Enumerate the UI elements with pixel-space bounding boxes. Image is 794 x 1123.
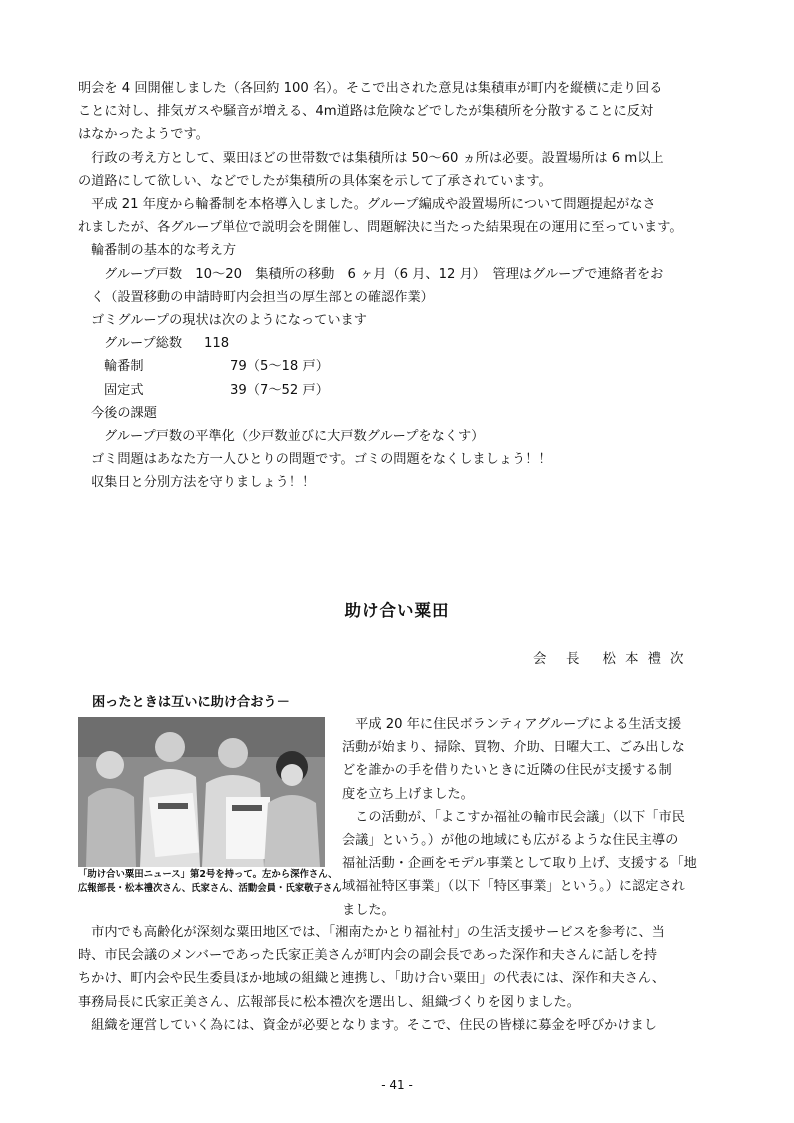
rotation-line: く（設置移動の申請時町内会担当の厚生部との確認作業）	[91, 289, 434, 305]
text-line: 会議」という。）が他の地域にも広がるような住民主導の	[342, 833, 679, 849]
status-label: 固定式	[104, 382, 144, 398]
text-line: 域福祉特区事業」（以下「特区事業」という。）に認定され	[342, 879, 685, 895]
text-line: 行政の考え方として、粟田ほどの世帯数では集積所は 50〜60 ヵ所は必要。設置場所は 6 m以上	[78, 150, 664, 166]
group-photo	[78, 717, 325, 867]
status-row	[78, 332, 718, 355]
text-line: 平成 20 年に住民ボランティアグループによる生活支援	[342, 717, 682, 732]
top-paragraph	[78, 77, 718, 495]
author-line	[533, 647, 693, 667]
closing-line: ゴミ問題はあなた方一人ひとりの問題です。ゴミの問題をなくしましょう！！	[91, 452, 552, 468]
closing-line: 収集日と分別方法を守りましょう！！	[91, 475, 316, 491]
text-line: の道路にして欲しい、などでしたが集積所の具体案を示して了承されています。	[78, 173, 552, 189]
right-column-text	[342, 713, 718, 922]
status-value: 79（5〜18 戸）	[230, 359, 329, 375]
future-title: 今後の課題	[91, 405, 157, 421]
text-line: ことに対し、排気ガスや騒音が増える、4m道路は危険などでしたが集積所を分散することに反対	[78, 104, 654, 120]
text-line: はなかったようです。	[78, 127, 209, 143]
text-line: 明会を 4 回開催しました（各回約 100 名）。そこで出された意見は集積車が町内を縦横に走り回る	[78, 81, 663, 96]
page-number: - 41 -	[381, 1078, 413, 1092]
author-role: 会 長	[533, 651, 583, 667]
section-title: 助け合い粟田	[344, 601, 450, 620]
author-name: 松本禮次	[602, 651, 693, 667]
status-value: 39（7〜52 戸）	[230, 382, 329, 398]
caption-line: 広報部長・松本禮次さん、氏家さん、活動会員・氏家敬子さん	[78, 883, 342, 894]
text-line: 活動が始まり、掃除、買物、介助、日曜大工、ごみ出しな	[342, 740, 685, 756]
text-line: ました。	[342, 902, 395, 918]
text-line: この活動が、「よこすか福祉の輪市民会議」（以下「市民	[342, 809, 685, 825]
subheading: 困ったときは互いに助け合おう－	[92, 695, 290, 710]
status-label: グループ総数	[104, 336, 183, 352]
status-row	[78, 355, 718, 378]
photo-caption	[78, 868, 342, 896]
status-value: 118	[204, 336, 230, 352]
text-line: 福祉活動・企画をモデル事業として取り上げ、支援する「地	[342, 856, 697, 872]
text-line: どを誰かの手を借りたいときに近隣の住民が支援する制	[342, 763, 672, 779]
text-line: 時、市民会議のメンバーであった氏家正美さんが町内会の副会長であった深作和夫さんに話しを持	[78, 948, 658, 964]
text-line: 度を立ち上げました。	[342, 786, 474, 802]
text-line: 市内でも高齢化が深刻な粟田地区では、「湘南たかとり福祉村」の生活支援サービスを参考に、当	[78, 925, 665, 940]
text-line: 組織を運営していく為には、資金が必要となります。そこで、住民の皆様に募金を呼びかけまし	[78, 1017, 657, 1033]
text-line: 事務局長に氏家正美さん、広報部長に松本禮次を選出し、組織づくりを図りました。	[78, 994, 580, 1010]
text-line: れましたが、各グループ単位で説明会を開催し、問題解決に当たった結果現在の運用に至っています。	[78, 220, 683, 236]
status-row	[78, 379, 718, 402]
text-line: 平成 21 年度から輪番制を本格導入しました。グループ編成や設置場所について問題提起がなさ	[78, 197, 656, 213]
rotation-line: グループ戸数 10〜20 集積所の移動 6 ヶ月（6 月、12 月） 管理はグループで連絡者をお	[104, 266, 664, 282]
status-label: 輪番制	[104, 359, 144, 375]
text-line: ちかけ、町内会や民生委員ほか地域の組織と連携し、「助け合い粟田」の代表には、深作和夫さん、	[78, 971, 666, 987]
rotation-title: 輪番制の基本的な考え方	[91, 243, 237, 259]
status-title: ゴミグループの現状は次のようになっています	[91, 313, 367, 329]
bottom-paragraph	[78, 921, 718, 1037]
caption-line: 「助け合い粟田ニュース」第2号を持って。左から深作さん、	[78, 869, 338, 880]
future-item: グループ戸数の平準化（少戸数並びに大戸数グループをなくす）	[104, 429, 485, 445]
